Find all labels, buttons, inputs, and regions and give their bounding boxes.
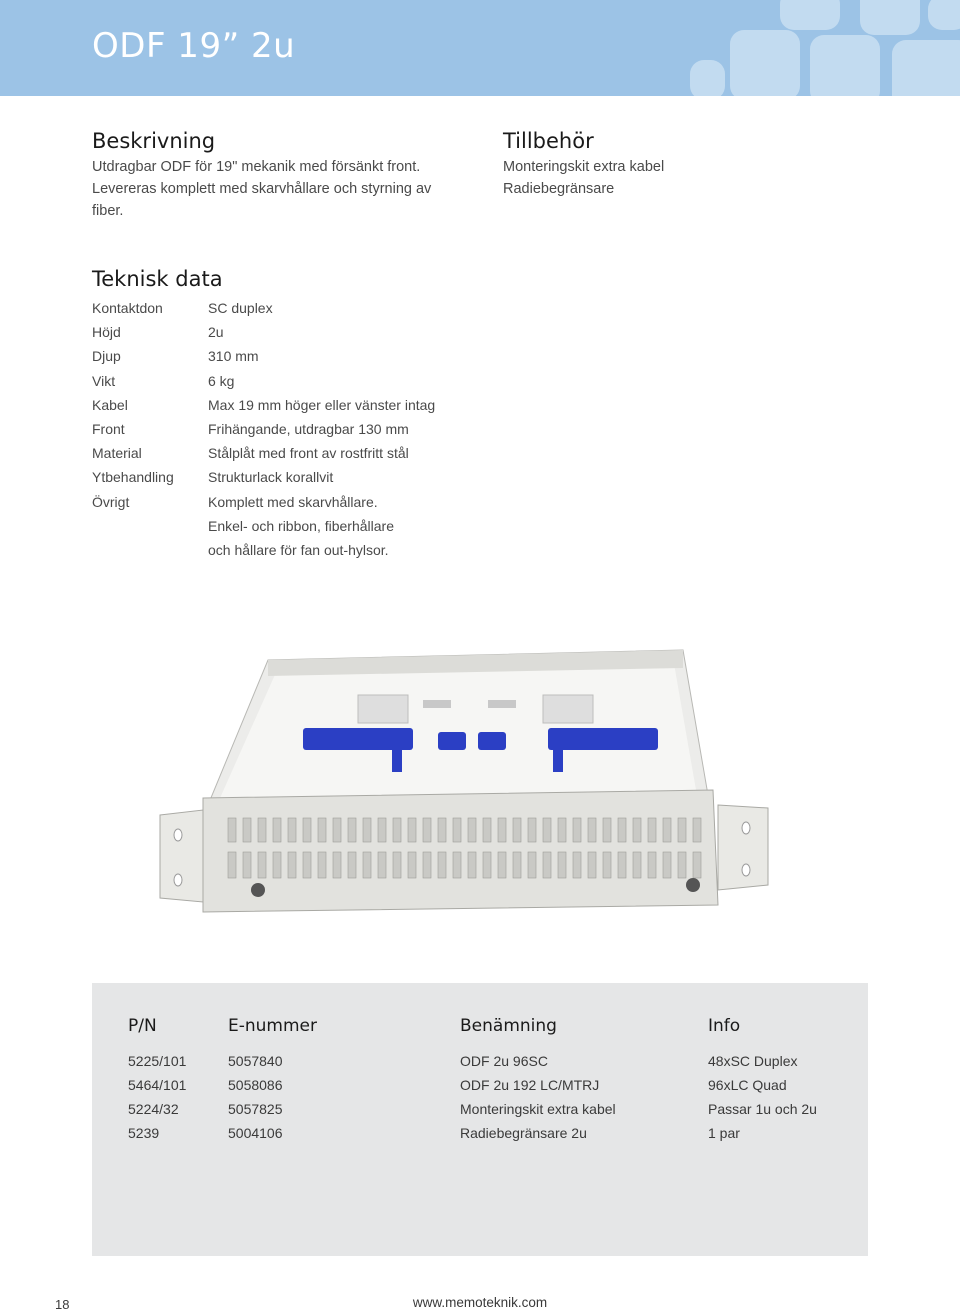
table-header-benamning: Benämning bbox=[460, 1016, 557, 1036]
tillbehor-item: Radiebegränsare bbox=[503, 181, 615, 197]
spec-row bbox=[92, 441, 435, 465]
spec-row bbox=[92, 417, 435, 441]
spec-row bbox=[92, 514, 435, 538]
tillbehor-item: Monteringskit extra kabel bbox=[503, 159, 665, 175]
header-decoration bbox=[928, 0, 960, 30]
page-number: 18 bbox=[55, 1297, 70, 1312]
footer-url[interactable]: www.memoteknik.com bbox=[412, 1295, 548, 1310]
spec-value: och hållare för fan out-hylsor. bbox=[208, 541, 389, 558]
spec-row bbox=[92, 296, 435, 320]
spec-row bbox=[92, 344, 435, 368]
spec-row bbox=[92, 393, 435, 417]
beskrivning-heading: Beskrivning bbox=[92, 129, 216, 153]
spec-value: Komplett med skarvhållare. bbox=[208, 493, 378, 510]
beskrivning-text bbox=[92, 156, 431, 222]
spec-label: Övrigt bbox=[92, 493, 130, 510]
tillbehor-heading: Tillbehör bbox=[503, 129, 594, 153]
table-cell: Passar 1u och 2u bbox=[708, 1101, 817, 1117]
spec-value: Frihängande, utdragbar 130 mm bbox=[208, 420, 409, 437]
spec-row bbox=[92, 538, 435, 562]
tillbehor-list bbox=[503, 156, 664, 200]
spec-value: Max 19 mm höger eller vänster intag bbox=[208, 396, 436, 413]
table-cell: 48xSC Duplex bbox=[708, 1053, 798, 1069]
table-cell: 5224/32 bbox=[128, 1101, 179, 1117]
table-cell: 5464/101 bbox=[128, 1077, 187, 1093]
header-decoration bbox=[690, 60, 725, 96]
table-cell: 96xLC Quad bbox=[708, 1077, 787, 1093]
spec-label bbox=[92, 514, 208, 538]
header-decoration bbox=[780, 0, 840, 30]
spec-label: Höjd bbox=[92, 324, 121, 341]
table-cell: 5239 bbox=[128, 1125, 160, 1141]
spec-label: Kontaktdon bbox=[92, 300, 163, 316]
spec-value: Enkel- och ribbon, fiberhållare bbox=[208, 517, 394, 534]
table-cell: 5058086 bbox=[228, 1077, 283, 1093]
beskrivning-line: Levereras komplett med skarvhållare och styrning av bbox=[92, 181, 432, 197]
header-decoration bbox=[860, 0, 920, 35]
table-cell: ODF 2u 96SC bbox=[460, 1053, 548, 1069]
spec-row bbox=[92, 320, 435, 344]
spec-label: Djup bbox=[92, 348, 121, 365]
header-decoration bbox=[810, 35, 880, 96]
table-cell: 5057840 bbox=[228, 1053, 283, 1069]
spec-row bbox=[92, 369, 435, 393]
table-header-pn: P/N bbox=[128, 1016, 157, 1036]
spec-label: Material bbox=[92, 445, 142, 462]
table-header-info: Info bbox=[708, 1016, 741, 1036]
spec-label: Kabel bbox=[92, 396, 128, 413]
table-cell: 5057825 bbox=[228, 1101, 283, 1117]
spec-value: SC duplex bbox=[208, 300, 273, 316]
spec-row bbox=[92, 490, 435, 514]
header-decoration bbox=[730, 30, 800, 96]
table-cell: ODF 2u 192 LC/MTRJ bbox=[460, 1077, 600, 1093]
product-table bbox=[92, 983, 868, 1256]
beskrivning-line: Utdragbar ODF för 19" mekanik med försänkt front. bbox=[92, 159, 421, 175]
table-cell: Monteringskit extra kabel bbox=[460, 1101, 616, 1117]
table-cell: 5225/101 bbox=[128, 1053, 187, 1069]
page-title: ODF 19” 2u bbox=[92, 26, 296, 66]
spec-value: 310 mm bbox=[208, 348, 259, 365]
table-header-enummer: E-nummer bbox=[228, 1016, 317, 1036]
teknisk-data-heading: Teknisk data bbox=[92, 267, 223, 291]
table-cell: 5004106 bbox=[228, 1125, 283, 1141]
product-image bbox=[148, 640, 818, 920]
spec-label: Vikt bbox=[92, 372, 116, 389]
beskrivning-line: fiber. bbox=[92, 203, 124, 219]
spec-label: Front bbox=[92, 420, 125, 437]
spec-value: 2u bbox=[208, 324, 224, 341]
page-header bbox=[0, 0, 960, 96]
spec-value: Stålplåt med front av rostfritt stål bbox=[208, 445, 409, 462]
table-cell: 1 par bbox=[708, 1125, 740, 1141]
table-cell: Radiebegränsare 2u bbox=[460, 1125, 587, 1141]
header-decoration bbox=[892, 40, 960, 96]
spec-value: 6 kg bbox=[208, 372, 235, 389]
spec-label bbox=[92, 538, 208, 562]
spec-table bbox=[92, 296, 435, 562]
spec-value: Strukturlack korallvit bbox=[208, 469, 334, 486]
spec-label: Ytbehandling bbox=[92, 469, 174, 486]
spec-row bbox=[92, 465, 435, 489]
